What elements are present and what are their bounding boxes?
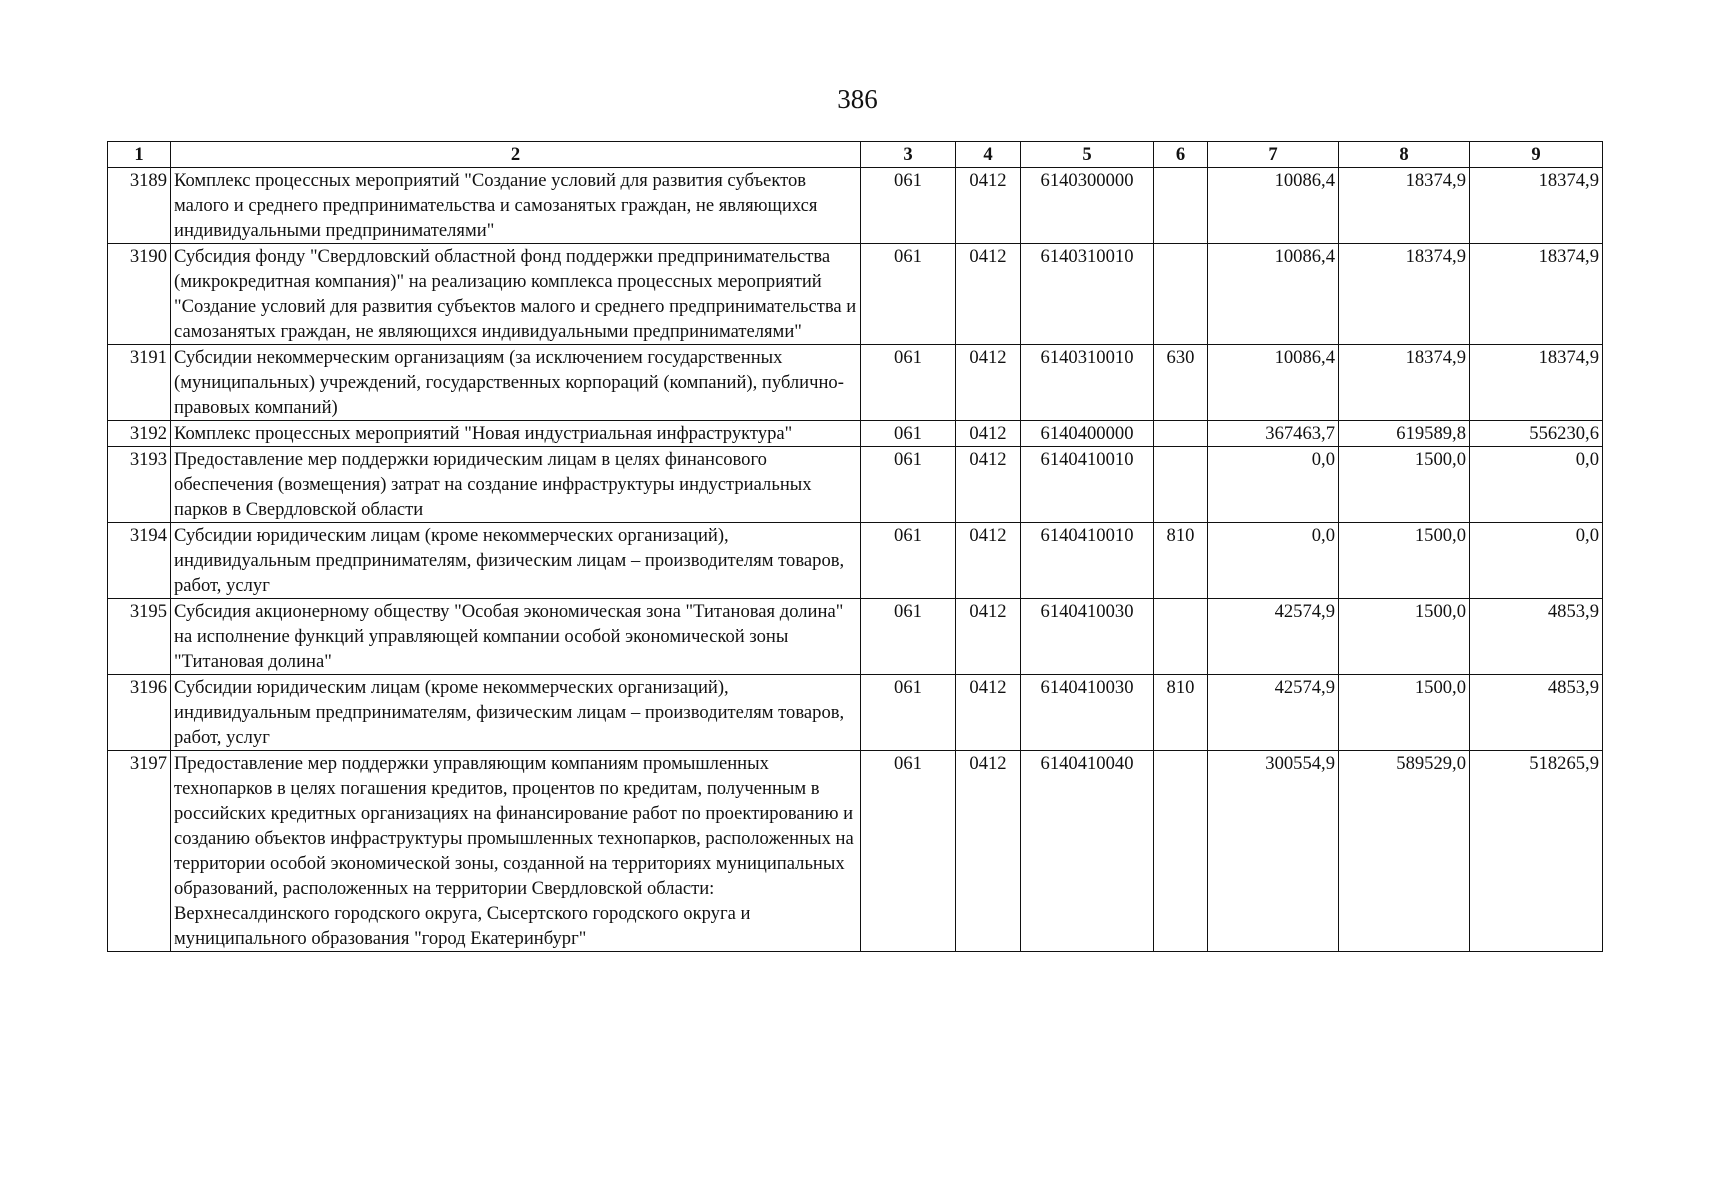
cell-col-7: 367463,7 <box>1208 421 1339 447</box>
cell-col-9: 18374,9 <box>1470 244 1603 345</box>
cell-col-3: 061 <box>861 675 956 751</box>
cell-col-6 <box>1154 421 1208 447</box>
table-header-row <box>108 142 1603 168</box>
cell-col-5: 6140300000 <box>1021 168 1154 244</box>
table-row <box>108 244 1603 345</box>
table-row <box>108 599 1603 675</box>
row-number: 3197 <box>108 751 171 952</box>
cell-col-4: 0412 <box>956 523 1021 599</box>
cell-col-7: 42574,9 <box>1208 599 1339 675</box>
cell-col-4: 0412 <box>956 244 1021 345</box>
cell-col-4: 0412 <box>956 675 1021 751</box>
row-name: Комплекс процессных мероприятий "Создание условий для развития субъектов малого и среднего предпринимательства и самозанятых граждан, не являющихся индивидуальными предпринимателями" <box>171 168 861 244</box>
cell-col-4: 0412 <box>956 168 1021 244</box>
cell-col-6 <box>1154 168 1208 244</box>
column-header: 4 <box>956 142 1021 168</box>
cell-col-5: 6140310010 <box>1021 345 1154 421</box>
row-name: Субсидии юридическим лицам (кроме некоммерческих организаций), индивидуальным предпринимателям, физическим лицам – производителям товаров, работ, услуг <box>171 675 861 751</box>
row-number: 3193 <box>108 447 171 523</box>
cell-col-3: 061 <box>861 345 956 421</box>
cell-col-5: 6140410040 <box>1021 751 1154 952</box>
cell-col-5: 6140410030 <box>1021 675 1154 751</box>
budget-table <box>107 141 1603 952</box>
cell-col-8: 1500,0 <box>1339 523 1470 599</box>
cell-col-9: 4853,9 <box>1470 599 1603 675</box>
column-header: 9 <box>1470 142 1603 168</box>
column-header: 3 <box>861 142 956 168</box>
cell-col-9: 556230,6 <box>1470 421 1603 447</box>
cell-col-4: 0412 <box>956 751 1021 952</box>
row-number: 3190 <box>108 244 171 345</box>
column-header: 6 <box>1154 142 1208 168</box>
table-row <box>108 523 1603 599</box>
cell-col-8: 18374,9 <box>1339 244 1470 345</box>
cell-col-6 <box>1154 751 1208 952</box>
page-number: 386 <box>837 84 878 114</box>
cell-col-5: 6140410030 <box>1021 599 1154 675</box>
row-name: Субсидии юридическим лицам (кроме некоммерческих организаций), индивидуальным предпринимателям, физическим лицам – производителям товаров, работ, услуг <box>171 523 861 599</box>
cell-col-3: 061 <box>861 751 956 952</box>
table-row <box>108 168 1603 244</box>
table-row <box>108 751 1603 952</box>
cell-col-9: 18374,9 <box>1470 168 1603 244</box>
column-header: 7 <box>1208 142 1339 168</box>
cell-col-3: 061 <box>861 244 956 345</box>
cell-col-8: 1500,0 <box>1339 447 1470 523</box>
cell-col-5: 6140410010 <box>1021 447 1154 523</box>
cell-col-4: 0412 <box>956 447 1021 523</box>
column-header: 8 <box>1339 142 1470 168</box>
cell-col-6 <box>1154 447 1208 523</box>
table-row <box>108 447 1603 523</box>
cell-col-9: 0,0 <box>1470 523 1603 599</box>
cell-col-7: 42574,9 <box>1208 675 1339 751</box>
row-number: 3192 <box>108 421 171 447</box>
cell-col-3: 061 <box>861 421 956 447</box>
column-header: 5 <box>1021 142 1154 168</box>
cell-col-3: 061 <box>861 447 956 523</box>
row-number: 3195 <box>108 599 171 675</box>
row-number: 3191 <box>108 345 171 421</box>
cell-col-4: 0412 <box>956 345 1021 421</box>
cell-col-8: 18374,9 <box>1339 345 1470 421</box>
cell-col-6 <box>1154 599 1208 675</box>
cell-col-4: 0412 <box>956 421 1021 447</box>
cell-col-9: 0,0 <box>1470 447 1603 523</box>
row-number: 3194 <box>108 523 171 599</box>
table-row <box>108 675 1603 751</box>
row-name: Комплекс процессных мероприятий "Новая индустриальная инфраструктура" <box>171 421 861 447</box>
table-row <box>108 421 1603 447</box>
cell-col-7: 0,0 <box>1208 447 1339 523</box>
cell-col-3: 061 <box>861 168 956 244</box>
row-number: 3196 <box>108 675 171 751</box>
cell-col-8: 18374,9 <box>1339 168 1470 244</box>
column-header: 2 <box>171 142 861 168</box>
cell-col-5: 6140310010 <box>1021 244 1154 345</box>
cell-col-7: 0,0 <box>1208 523 1339 599</box>
cell-col-8: 1500,0 <box>1339 675 1470 751</box>
row-name: Предоставление мер поддержки юридическим лицам в целях финансового обеспечения (возмещения) затрат на создание инфраструктуры индустриальных парков в Свердловской области <box>171 447 861 523</box>
cell-col-6: 630 <box>1154 345 1208 421</box>
cell-col-7: 10086,4 <box>1208 244 1339 345</box>
cell-col-8: 1500,0 <box>1339 599 1470 675</box>
row-number: 3189 <box>108 168 171 244</box>
row-name: Субсидия акционерному обществу "Особая экономическая зона "Титановая долина" на исполнение функций управляющей компании особой экономической зоны "Титановая долина" <box>171 599 861 675</box>
cell-col-3: 061 <box>861 523 956 599</box>
cell-col-8: 589529,0 <box>1339 751 1470 952</box>
cell-col-5: 6140400000 <box>1021 421 1154 447</box>
row-name: Субсидия фонду "Свердловский областной фонд поддержки предпринимательства (микрокредитная компания)" на реализацию комплекса процессных мероприятий "Создание условий для развития субъектов малого и среднего предпринимательства и самозанятых граждан, не являющихся индивидуальными предпринимателями" <box>171 244 861 345</box>
cell-col-7: 300554,9 <box>1208 751 1339 952</box>
cell-col-5: 6140410010 <box>1021 523 1154 599</box>
column-header: 1 <box>108 142 171 168</box>
cell-col-6: 810 <box>1154 675 1208 751</box>
row-name: Субсидии некоммерческим организациям (за исключением государственных (муниципальных) учреждений, государственных корпораций (компаний), публично-правовых компаний) <box>171 345 861 421</box>
cell-col-9: 518265,9 <box>1470 751 1603 952</box>
cell-col-4: 0412 <box>956 599 1021 675</box>
cell-col-6: 810 <box>1154 523 1208 599</box>
row-name: Предоставление мер поддержки управляющим компаниям промышленных технопарков в целях погашения кредитов, процентов по кредитам, полученным в российских кредитных организациях на финансирование работ по проектированию и созданию объектов инфраструктуры промышленных технопарков, расположенных на территории особой экономической зоны, созданной на территориях муниципальных образований, расположенных на территории Свердловской области: Верхнесалдинского городского округа, Сысертского городского округа и муниципального образования "город Екатеринбург" <box>171 751 861 952</box>
cell-col-9: 4853,9 <box>1470 675 1603 751</box>
cell-col-8: 619589,8 <box>1339 421 1470 447</box>
table-row <box>108 345 1603 421</box>
cell-col-7: 10086,4 <box>1208 345 1339 421</box>
cell-col-6 <box>1154 244 1208 345</box>
cell-col-3: 061 <box>861 599 956 675</box>
cell-col-9: 18374,9 <box>1470 345 1603 421</box>
cell-col-7: 10086,4 <box>1208 168 1339 244</box>
